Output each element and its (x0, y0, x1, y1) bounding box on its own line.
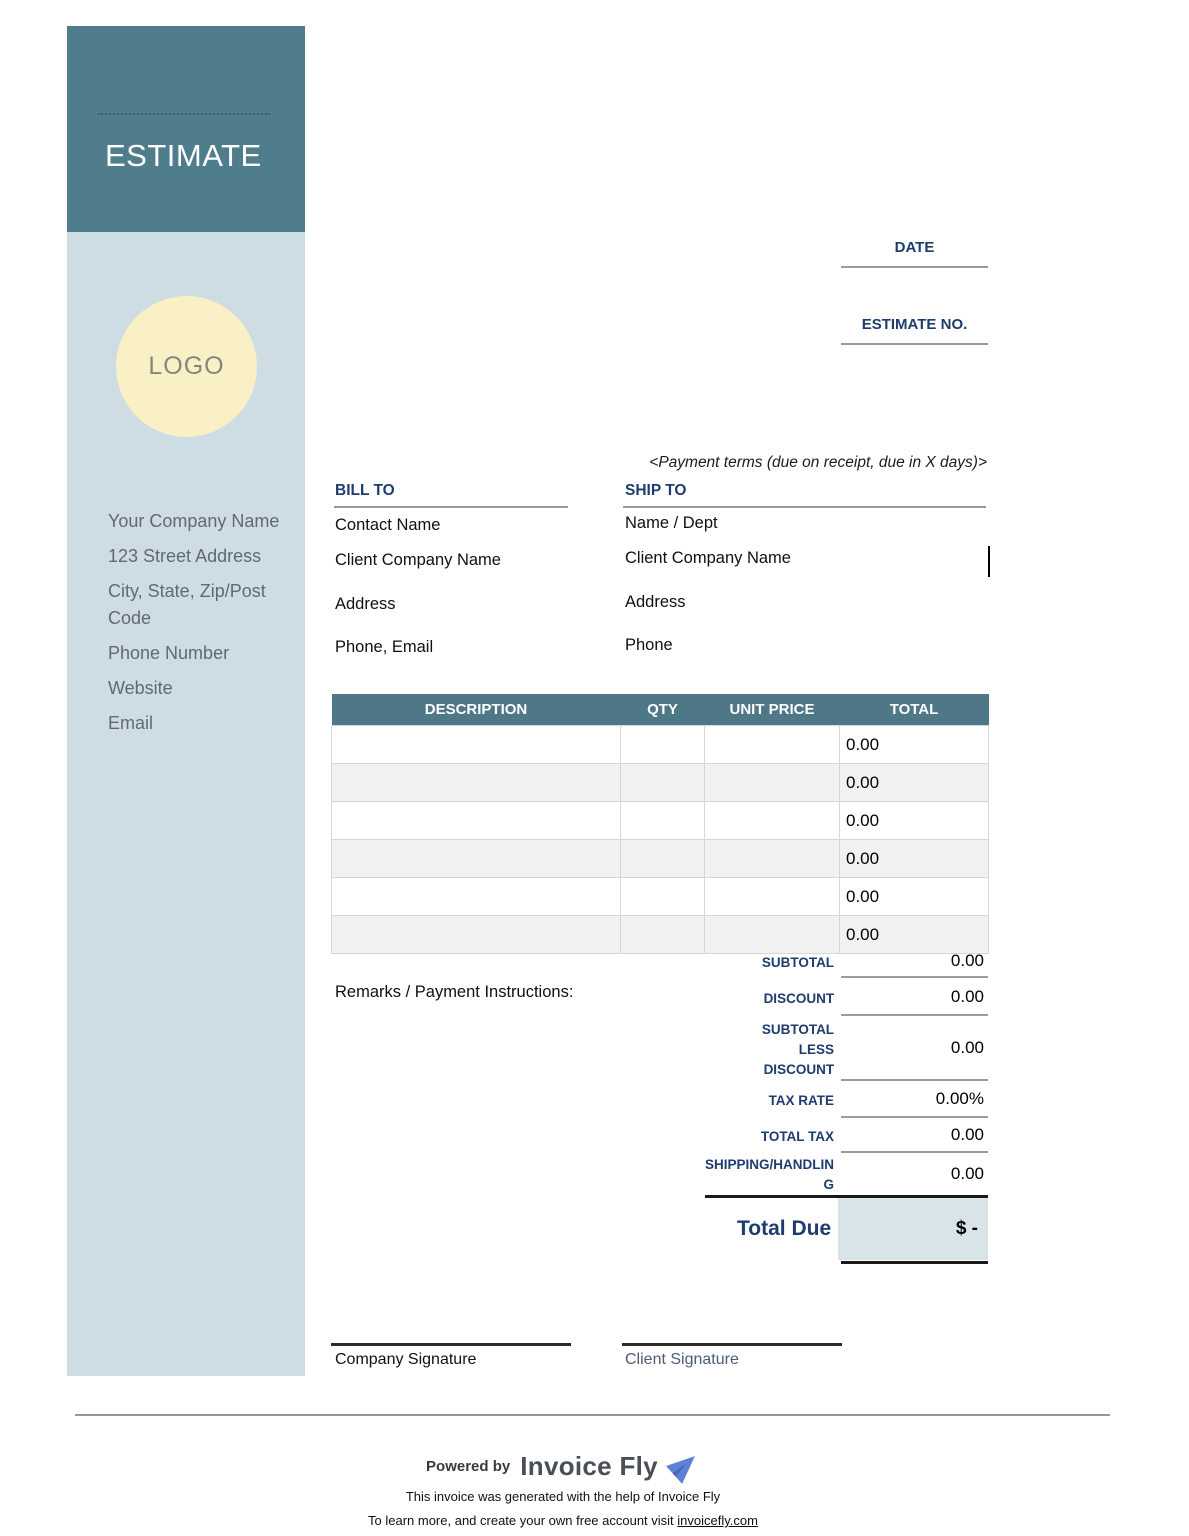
table-row (332, 878, 989, 916)
footer (0, 1450, 1126, 1530)
total-tax-label: TOTAL TAX (760, 1129, 835, 1144)
payment-terms[interactable]: <Payment terms (due on receipt, due in X days)> (649, 454, 987, 471)
summary-row-total-tax (700, 1121, 988, 1153)
cell-description[interactable] (332, 840, 621, 878)
cell-unit-price[interactable] (705, 764, 840, 802)
invoicefly-link[interactable]: invoicefly.com (677, 1513, 758, 1528)
text-cursor (988, 546, 990, 577)
cell-qty[interactable] (621, 802, 705, 840)
bill-to-phone-email[interactable]: Phone, Email (335, 638, 434, 656)
ship-to-name[interactable]: Name / Dept (625, 514, 718, 532)
cell-total[interactable]: 0.00 (840, 802, 989, 840)
col-description: DESCRIPTION (332, 694, 621, 726)
company-email[interactable]: Email (108, 713, 154, 733)
powered-by-row (0, 1450, 1126, 1482)
table-row (332, 726, 989, 764)
ship-to-company[interactable]: Client Company Name (625, 549, 791, 567)
subtotal-value[interactable]: 0.00 (841, 948, 988, 978)
cell-total[interactable]: 0.00 (840, 878, 989, 916)
estimate-no-field[interactable] (841, 343, 988, 371)
date-field[interactable] (841, 266, 988, 294)
total-tax-value[interactable]: 0.00 (841, 1121, 988, 1153)
sidebar (67, 232, 305, 1376)
cell-total[interactable]: 0.00 (840, 916, 989, 954)
col-total: TOTAL (840, 694, 989, 726)
total-due-value[interactable]: $ - (838, 1198, 988, 1260)
company-signature-line[interactable] (331, 1343, 571, 1346)
shipping-handling-value[interactable]: 0.00 (950, 1164, 984, 1183)
ship-to-phone[interactable]: Phone (625, 636, 673, 654)
total-due-label: Total Due (737, 1217, 832, 1240)
company-website[interactable]: Website (108, 678, 173, 698)
remarks-label[interactable]: Remarks / Payment Instructions: (335, 983, 574, 1001)
items-header-row (332, 694, 989, 726)
cell-description[interactable] (332, 916, 621, 954)
paper-plane-icon (668, 1450, 700, 1482)
company-city[interactable]: City, State, Zip/Post Code (108, 581, 266, 628)
total-due-bottom-rule (841, 1261, 988, 1264)
bill-to-rule (334, 506, 568, 508)
company-phone[interactable]: Phone Number (108, 643, 230, 663)
tax-rate-label: TAX RATE (768, 1093, 835, 1108)
client-signature-line[interactable] (622, 1343, 842, 1346)
bill-to-contact[interactable]: Contact Name (335, 516, 441, 534)
client-signature-label: Client Signature (625, 1351, 739, 1368)
cell-unit-price[interactable] (705, 726, 840, 764)
tax-rate-value[interactable]: 0.00% (841, 1084, 988, 1118)
summary-row-discount (700, 982, 988, 1016)
footer-line2 (0, 1512, 1126, 1530)
cell-description[interactable] (332, 878, 621, 916)
logo-placeholder[interactable] (116, 296, 257, 437)
footer-line2-text: To learn more, and create your own free account visit (368, 1513, 678, 1528)
discount-value[interactable]: 0.00 (841, 982, 988, 1016)
cell-unit-price[interactable] (705, 878, 840, 916)
cell-qty[interactable] (621, 726, 705, 764)
cell-description[interactable] (332, 764, 621, 802)
date-label: DATE (894, 239, 935, 256)
total-due-row (700, 1198, 988, 1260)
cell-description[interactable] (332, 726, 621, 764)
company-street[interactable]: 123 Street Address (108, 546, 262, 566)
summary-row-tax-rate (700, 1084, 988, 1118)
estimate-no-label: ESTIMATE NO. (861, 316, 968, 333)
shipping-handling-label: SHIPPING/HANDLING (705, 1157, 835, 1192)
cell-qty[interactable] (621, 764, 705, 802)
document-title: ESTIMATE (105, 138, 262, 173)
summary-row-shipping (700, 1156, 988, 1194)
company-signature-label: Company Signature (335, 1351, 477, 1368)
ship-to-label: SHIP TO (625, 482, 687, 499)
summary-row-subtotal (700, 948, 988, 978)
col-unit-price: UNIT PRICE (705, 694, 840, 726)
cell-unit-price[interactable] (705, 840, 840, 878)
bill-to-address[interactable]: Address (335, 595, 396, 613)
invoice-fly-brand: Invoice Fly (520, 1450, 658, 1481)
cell-qty[interactable] (621, 840, 705, 878)
logo-text: LOGO (148, 352, 225, 380)
cell-total[interactable]: 0.00 (840, 764, 989, 802)
ship-to-address[interactable]: Address (625, 593, 686, 611)
cell-total[interactable]: 0.00 (840, 840, 989, 878)
sidebar-header (67, 26, 305, 232)
bill-to-label: BILL TO (335, 482, 395, 499)
summary-row-subtotal-less-discount (700, 1019, 988, 1081)
table-row (332, 764, 989, 802)
cell-total[interactable]: 0.00 (840, 726, 989, 764)
bill-to-company[interactable]: Client Company Name (335, 551, 501, 569)
discount-label: DISCOUNT (763, 991, 835, 1006)
company-name[interactable]: Your Company Name (108, 511, 280, 531)
cell-description[interactable] (332, 802, 621, 840)
footer-divider (75, 1414, 1110, 1416)
items-table (331, 694, 989, 954)
subtotal-label: SUBTOTAL (761, 955, 835, 970)
dotted-divider (98, 113, 270, 115)
subtotal-less-discount-label: SUBTOTAL LESS DISCOUNT (761, 1022, 835, 1077)
powered-by-label: Powered by (426, 1457, 511, 1475)
ship-to-rule (623, 506, 986, 508)
footer-line1: This invoice was generated with the help of Invoice Fly (405, 1489, 721, 1504)
subtotal-less-discount-value[interactable]: 0.00 (841, 1019, 988, 1081)
table-row (332, 840, 989, 878)
cell-unit-price[interactable] (705, 802, 840, 840)
col-qty: QTY (621, 694, 705, 726)
table-row (332, 802, 989, 840)
company-info (108, 508, 304, 745)
cell-qty[interactable] (621, 916, 705, 954)
cell-qty[interactable] (621, 878, 705, 916)
